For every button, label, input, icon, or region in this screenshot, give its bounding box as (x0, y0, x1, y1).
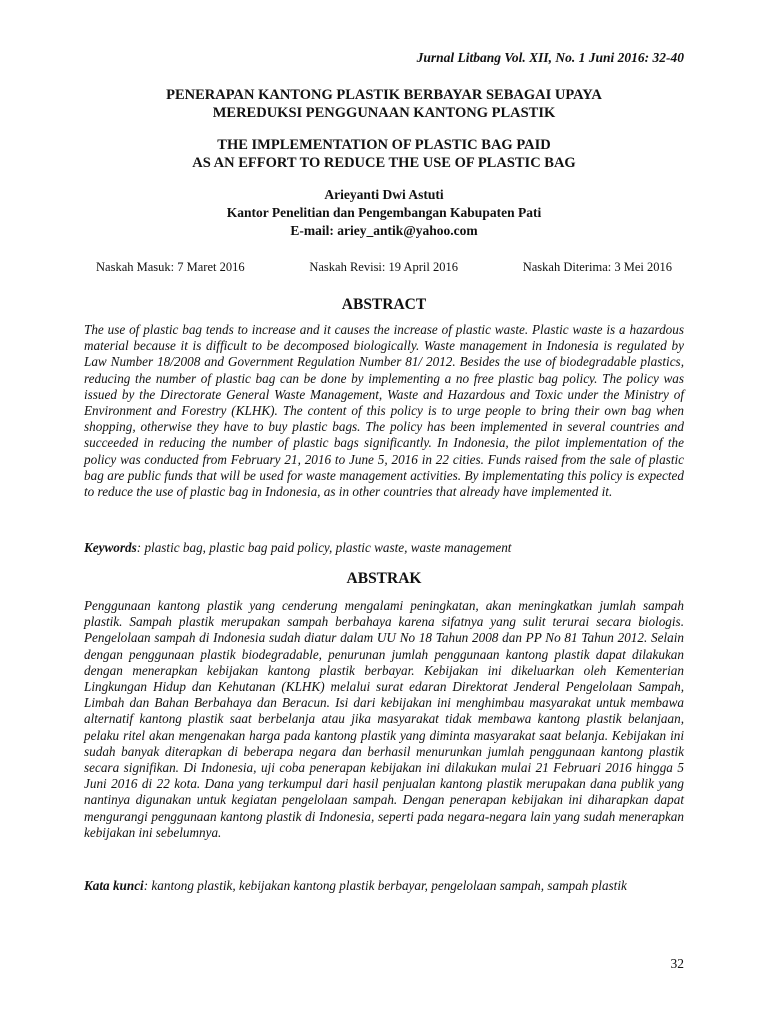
title-en-line-1: THE IMPLEMENTATION OF PLASTIC BAG PAID (217, 137, 551, 153)
title-id-line-2: MEREDUKSI PENGGUNAAN KANTONG PLASTIK (212, 105, 556, 121)
title-block (84, 86, 684, 240)
keywords-label: Keywords (84, 540, 137, 555)
date-accepted: Naskah Diterima: 3 Mei 2016 (522, 260, 672, 274)
author-block (84, 186, 684, 240)
abstrak-text: Penggunaan kantong plastik yang cenderung mengalami peningkatan, akan meningkatkan jumlah sampah plastik. Sampah plastik merupakan sampah berbahaya karena sifatnya yang sulit terurai secara biologis. Pengelolaan sampah di Indonesia sudah diatur dalam UU No 18 Tahun 2008 dan PP No 81 Tahun 2012. Selain dengan penggunaan plastik biodegradable, penurunan jumlah penggunaan kantong plastik dapat dilakukan dengan menerapkan kebijakan kantong plastik berbayar. Kebijakan ini dikeluarkan oleh Kementerian Lingkungan Hidup dan Kehutanan (KLHK) melalui surat edaran Direktorat Jenderal Pengelolaan Sampah, Limbah dan Bahan Berbahaya dan Beracun. Isi dari kebijakan ini menghimbau masyarakat untuk membawa alternatif kantong plastik saat berbelanja atau jika masyarakat tidak membawa kantong plastik belanjaan, pelaku ritel akan mengenakan harga pada kantong plastik yang diminta masyarakat saat belanja. Kebijakan ini sudah banyak diterapkan di beberapa negara dan berhasil menurunkan jumlah penggunaan kantong plastik secara signifikan. Di Indonesia, uji coba penerapan kebijakan ini dilakukan mulai 21 Februari 2016 hingga 5 Juni 2016 di 22 kota. Dana yang terkumpul dari hasil penjualan kantong plastik merupakan dana publik yang nantinya digunakan untuk kegiatan pengelolaan sampah. Dengan penerapan kebijakan ini diharapkan dapat mengurangi penggunaan kantong plastik di Indonesia, seperti pada negara-negara lain yang sudah menerapkan kebijakan ini sebelumnya. (84, 598, 684, 840)
keywords (84, 540, 684, 556)
page-number: 32 (670, 956, 684, 971)
kata-kunci-list: : kantong plastik, kebijakan kantong plastik berbayar, pengelolaan sampah, sampah plastik (143, 878, 627, 893)
date-revised: Naskah Revisi: 19 April 2016 (309, 260, 458, 274)
author-affiliation: Kantor Penelitian dan Pengembangan Kabupaten Pati (226, 205, 542, 220)
author-name: Arieyanti Dwi Astuti (324, 187, 444, 202)
date-received: Naskah Masuk: 7 Maret 2016 (96, 260, 245, 274)
kata-kunci (84, 878, 684, 894)
title-en-line-2: AS AN EFFORT TO REDUCE THE USE OF PLASTIC BAG (192, 155, 576, 171)
title-english (84, 136, 684, 172)
abstract-text: The use of plastic bag tends to increase and it causes the increase of plastic waste. Plastic waste is a hazardous material because it is difficult to be decomposed biologically. Waste management in Indonesia is regulated by Law Number 18/2008 and Government Regulation Number 81/ 2012. Besides the use of biodegradable plastics, reducing the number of plastic bag can be done by implementing a no free plastic bag policy. The policy was issued by the Directorate General Waste Management, Waste and Hazardous and Toxic under the Ministry of Environment and Forestry (KLHK). The content of this policy is to urge people to bring their own bag when shopping, otherwise they have to buy plastic bags. The policy has been implemented in several countries and succeeded in reducing the number of plastic bags significantly. In Indonesia, the pilot implementation of the policy was conducted from February 21, 2016 to June 5, 2016 in 22 cities. Funds raised from the sale of plastic bag are public funds that will be used for waste management activities. By implementating this policy is expected to reduce the use of plastic bag in Indonesia, as in other countries that already have implemented it. (84, 322, 684, 500)
keywords-list: : plastic bag, plastic bag paid policy, plastic waste, waste management (136, 540, 512, 555)
kata-kunci-label: Kata kunci (84, 878, 144, 893)
title-id-line-1: PENERAPAN KANTONG PLASTIK BERBAYAR SEBAGAI UPAYA (166, 87, 602, 103)
abstract-heading: ABSTRACT (341, 296, 427, 313)
title-indonesian (84, 86, 684, 122)
author-email: E-mail: ariey_antik@yahoo.com (290, 223, 478, 238)
journal-reference: Jurnal Litbang Vol. XII, No. 1 Juni 2016: 32-40 (416, 50, 684, 65)
abstrak-heading: ABSTRAK (346, 570, 422, 587)
manuscript-dates (96, 260, 672, 275)
